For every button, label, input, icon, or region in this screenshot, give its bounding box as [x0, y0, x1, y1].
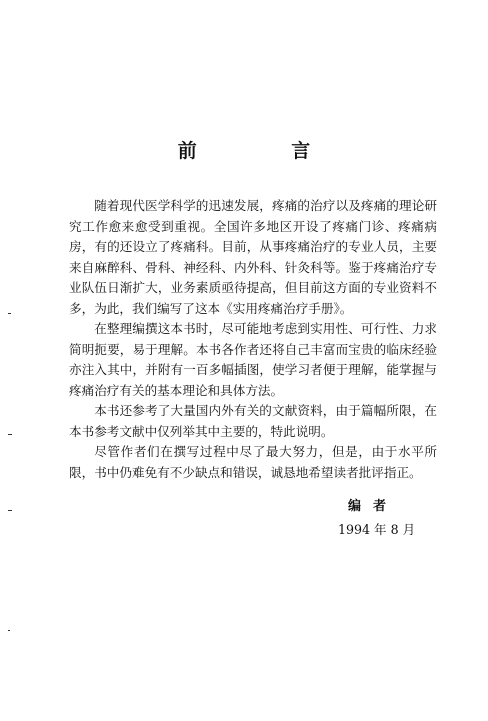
scan-mark — [8, 510, 12, 511]
preface-body — [69, 196, 437, 483]
scan-mark — [8, 434, 12, 435]
paragraph-3: 本书还参考了大量国内外有关的文献资料，由于篇幅所限，在本书参考文献中仅列举其中主要的，特此说明。 — [69, 403, 437, 439]
paragraph-4: 尽管作者们在撰写过程中尽了最大努力，但是，由于水平所限，书中仍难免有不少缺点和错误，诚恳地希望读者批评指正。 — [69, 444, 437, 480]
publication-date: 1994 年 8 月 — [338, 522, 416, 537]
paragraph-2: 在整理编撰这本书时，尽可能地考虑到实用性、可行性、力求简明扼要，易于理解。本书各作者还将自己丰富而宝贵的临床经验亦注入其中，并附有一百多幅插图，使学习者便于理解，能掌握与疼痛治疗有关的基本理论和具体方法。 — [69, 321, 437, 398]
page-title: 前 言 — [177, 140, 355, 162]
paragraph-1: 随着现代医学科学的迅速发展，疼痛的治疗以及疼痛的理论研究工作愈来愈受到重视。全国许多地区开设了疼痛门诊、疼痛病房，有的还设立了疼痛科。目前，从事疼痛治疗的专业人员，主要来自麻醉科、骨科、神经科、内外科、针灸科等。鉴于疼痛治疗专业队伍日渐扩大，业务素质亟待提高，但目前这方面的专业资料不多，为此，我们编写了这本《实用疼痛治疗手册》。 — [69, 198, 437, 316]
author-signature: 编者 — [348, 499, 399, 514]
scan-mark — [8, 630, 10, 631]
signature-block — [338, 497, 438, 540]
scan-mark — [8, 313, 11, 314]
